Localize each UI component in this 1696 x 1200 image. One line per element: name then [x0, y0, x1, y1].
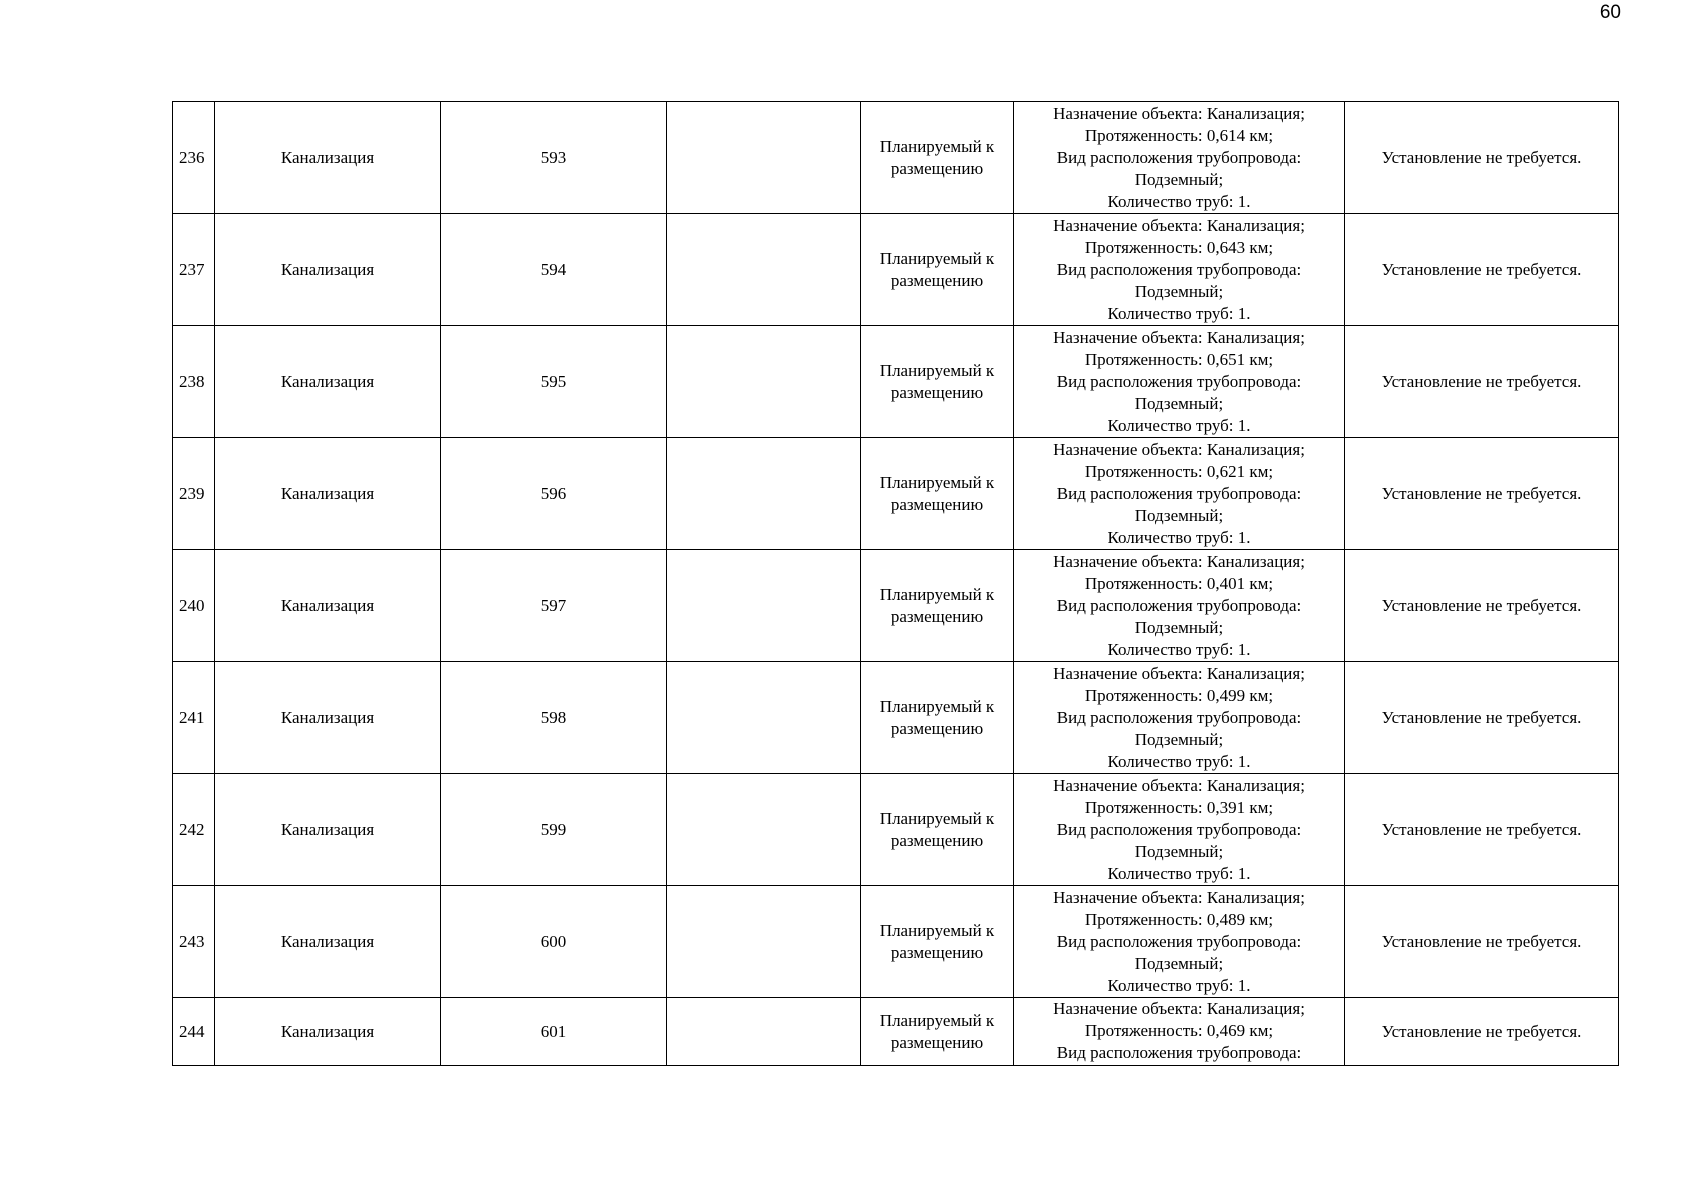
table-body — [173, 102, 1619, 1066]
empty-cell — [667, 550, 861, 662]
object-code-cell: 597 — [441, 550, 667, 662]
description-line: Назначение объекта: Канализация; — [1053, 775, 1305, 795]
description-line: Вид расположения трубопровода: — [1056, 147, 1302, 167]
description-line: Подземный; — [1134, 169, 1224, 189]
empty-cell — [667, 998, 861, 1066]
description-cell — [1014, 326, 1345, 438]
object-code-cell: 600 — [441, 886, 667, 998]
description-lines — [1014, 103, 1344, 213]
description-cell — [1014, 998, 1345, 1066]
description-lines — [1014, 887, 1344, 997]
description-line: Протяженность: 0,643 км; — [1084, 237, 1274, 257]
description-line: Протяженность: 0,499 км; — [1084, 685, 1274, 705]
result-cell: Установление не требуется. — [1345, 998, 1619, 1066]
row-number-cell: 240 — [173, 550, 215, 662]
object-name-cell: Канализация — [215, 886, 441, 998]
result-cell: Установление не требуется. — [1345, 326, 1619, 438]
row-number-cell: 243 — [173, 886, 215, 998]
page-number: 60 — [1599, 2, 1621, 23]
result-cell: Установление не требуется. — [1345, 214, 1619, 326]
description-cell — [1014, 886, 1345, 998]
description-lines — [1014, 775, 1344, 885]
object-code-cell: 598 — [441, 662, 667, 774]
description-line: Подземный; — [1134, 841, 1224, 861]
row-number-cell: 242 — [173, 774, 215, 886]
result-cell: Установление не требуется. — [1345, 550, 1619, 662]
description-line: Назначение объекта: Канализация; — [1053, 327, 1305, 347]
empty-cell — [667, 774, 861, 886]
description-cell — [1014, 662, 1345, 774]
description-line: Вид расположения трубопровода: — [1056, 707, 1302, 727]
table-row — [173, 326, 1619, 438]
description-line: Протяженность: 0,391 км; — [1084, 797, 1274, 817]
status-cell: Планируемый к размещению — [861, 774, 1014, 886]
description-line: Вид расположения трубопровода: — [1056, 819, 1302, 839]
description-line: Количество труб: 1. — [1107, 639, 1251, 659]
row-number-cell: 238 — [173, 326, 215, 438]
description-line: Вид расположения трубопровода: — [1056, 931, 1302, 951]
object-name-cell: Канализация — [215, 326, 441, 438]
object-code-cell: 593 — [441, 102, 667, 214]
status-cell: Планируемый к размещению — [861, 438, 1014, 550]
description-cell — [1014, 774, 1345, 886]
row-number-cell: 241 — [173, 662, 215, 774]
description-line: Количество труб: 1. — [1107, 415, 1251, 435]
description-line: Вид расположения трубопровода: — [1056, 371, 1302, 391]
result-cell: Установление не требуется. — [1345, 662, 1619, 774]
description-line: Назначение объекта: Канализация; — [1053, 439, 1305, 459]
description-line: Количество труб: 1. — [1107, 751, 1251, 771]
description-line: Протяженность: 0,621 км; — [1084, 461, 1274, 481]
description-line: Подземный; — [1134, 729, 1224, 749]
status-cell: Планируемый к размещению — [861, 886, 1014, 998]
description-line: Количество труб: 1. — [1107, 527, 1251, 547]
table-row — [173, 662, 1619, 774]
description-line: Вид расположения трубопровода: — [1056, 1043, 1302, 1062]
object-code-cell: 601 — [441, 998, 667, 1066]
object-name-cell: Канализация — [215, 662, 441, 774]
description-cell — [1014, 438, 1345, 550]
description-lines — [1014, 215, 1344, 325]
description-line: Протяженность: 0,489 км; — [1084, 909, 1274, 929]
table-row — [173, 438, 1619, 550]
table-row — [173, 214, 1619, 326]
empty-cell — [667, 214, 861, 326]
table-row — [173, 774, 1619, 886]
empty-cell — [667, 438, 861, 550]
description-line: Количество труб: 1. — [1107, 975, 1251, 995]
empty-cell — [667, 326, 861, 438]
result-cell: Установление не требуется. — [1345, 886, 1619, 998]
description-line: Подземный; — [1134, 393, 1224, 413]
description-line: Подземный; — [1134, 281, 1224, 301]
result-cell: Установление не требуется. — [1345, 774, 1619, 886]
status-cell: Планируемый к размещению — [861, 998, 1014, 1066]
description-line: Количество труб: 1. — [1107, 191, 1251, 211]
description-line: Подземный; — [1134, 617, 1224, 637]
status-cell: Планируемый к размещению — [861, 214, 1014, 326]
row-number-cell: 239 — [173, 438, 215, 550]
description-line: Назначение объекта: Канализация; — [1053, 103, 1305, 123]
object-code-cell: 599 — [441, 774, 667, 886]
description-line: Протяженность: 0,614 км; — [1084, 125, 1274, 145]
description-cell — [1014, 550, 1345, 662]
row-number-cell: 236 — [173, 102, 215, 214]
table-row — [173, 550, 1619, 662]
description-line: Подземный; — [1134, 505, 1224, 525]
description-line: Вид расположения трубопровода: — [1056, 259, 1302, 279]
table-row — [173, 886, 1619, 998]
object-name-cell: Канализация — [215, 438, 441, 550]
description-lines — [1014, 663, 1344, 773]
description-lines — [1014, 439, 1344, 549]
description-line: Количество труб: 1. — [1107, 303, 1251, 323]
result-cell: Установление не требуется. — [1345, 438, 1619, 550]
object-name-cell: Канализация — [215, 102, 441, 214]
description-line: Назначение объекта: Канализация; — [1053, 215, 1305, 235]
description-cell — [1014, 214, 1345, 326]
object-name-cell: Канализация — [215, 998, 441, 1066]
result-cell: Установление не требуется. — [1345, 102, 1619, 214]
description-line: Вид расположения трубопровода: — [1056, 483, 1302, 503]
description-line: Назначение объекта: Канализация; — [1053, 663, 1305, 683]
status-cell: Планируемый к размещению — [861, 662, 1014, 774]
status-cell: Планируемый к размещению — [861, 102, 1014, 214]
description-lines — [1014, 998, 1344, 1065]
row-number-cell: 237 — [173, 214, 215, 326]
description-line: Назначение объекта: Канализация; — [1053, 887, 1305, 907]
description-line: Протяженность: 0,469 км; — [1084, 1021, 1274, 1040]
description-line: Назначение объекта: Канализация; — [1053, 551, 1305, 571]
description-line: Протяженность: 0,401 км; — [1084, 573, 1274, 593]
description-lines — [1014, 327, 1344, 437]
table-row — [173, 998, 1619, 1066]
description-line: Подземный; — [1134, 953, 1224, 973]
object-code-cell: 594 — [441, 214, 667, 326]
object-name-cell: Канализация — [215, 214, 441, 326]
object-code-cell: 595 — [441, 326, 667, 438]
empty-cell — [667, 102, 861, 214]
registry-table — [172, 101, 1619, 1066]
row-number-cell: 244 — [173, 998, 215, 1066]
status-cell: Планируемый к размещению — [861, 550, 1014, 662]
empty-cell — [667, 662, 861, 774]
table-row — [173, 102, 1619, 214]
empty-cell — [667, 886, 861, 998]
description-lines — [1014, 551, 1344, 661]
description-line: Протяженность: 0,651 км; — [1084, 349, 1274, 369]
object-code-cell: 596 — [441, 438, 667, 550]
description-cell — [1014, 102, 1345, 214]
object-name-cell: Канализация — [215, 774, 441, 886]
description-line: Количество труб: 1. — [1107, 863, 1251, 883]
object-name-cell: Канализация — [215, 550, 441, 662]
description-line: Назначение объекта: Канализация; — [1053, 999, 1305, 1018]
status-cell: Планируемый к размещению — [861, 326, 1014, 438]
description-line: Вид расположения трубопровода: — [1056, 595, 1302, 615]
